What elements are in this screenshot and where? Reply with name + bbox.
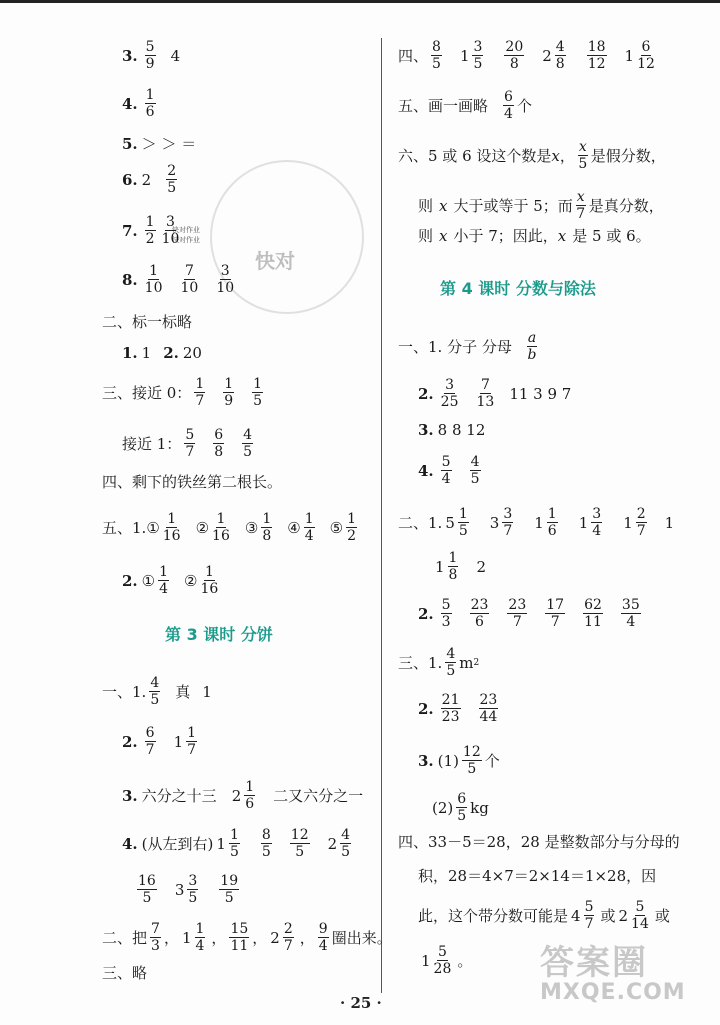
top-rule: [0, 0, 720, 3]
page-number: · 25 ·: [340, 994, 382, 1012]
stamp-text: 快对: [255, 249, 295, 273]
right-section-6-line2: 则 x 大于或等于 5；而 $\frac{x}{7}$ 是真分数，: [418, 189, 664, 222]
tag-a: 快对作业: [172, 226, 200, 234]
answer-left-7: 7. $\frac{1}{2}$ $\frac{3}{10}$: [122, 214, 180, 247]
lesson4-q4-line4: 1 $\frac{5}{28}$ 。: [421, 944, 473, 977]
right-section-6-line1: 六、5 或 6 设这个数是 x ， $\frac{x}{5}$ 是假分数，: [398, 139, 666, 172]
lesson4-q2-1-cont: 1 $\frac{1}{8}$ 2: [435, 550, 487, 583]
lesson4-q4-line1: 四、33－5＝28，28 是整数部分与分母的: [398, 833, 680, 851]
section-4: 四、剩下的铁丝第二根长。: [102, 473, 283, 491]
answer-left-6: 6. 2 $\frac{2}{5}$: [122, 163, 177, 196]
lesson-3-title: 第 3 课时 分饼: [165, 625, 273, 644]
lesson4-q3-3: 3. (1) $\frac{12}{5}$ 个: [418, 744, 500, 777]
column-divider: [381, 38, 382, 993]
lesson4-q1-1: 一、1. 分子 分母 $\frac{a}{b}$: [398, 330, 537, 363]
section-5-q2: 2. ① $\frac{1}{4}$ ② $\frac{1}{16}$: [122, 564, 219, 597]
section-2-answers: 1. 1 2. 20: [122, 344, 202, 362]
section-2-heading: 二、标一标略: [102, 313, 193, 331]
lesson4-q4-line2: 积，28＝4×7＝2×14＝1×28，因: [418, 867, 657, 885]
right-section-6-line3: 则 x 小于 7；因此， x 是 5 或 6。: [418, 227, 651, 245]
lesson3-q1-4-cont: $\frac{16}{5}$ 3 $\frac{3}{5}$ $\frac{19}{5}$: [138, 873, 239, 906]
lesson3-q1-2: 2. $\frac{6}{7}$ 1 $\frac{1}{7}$: [122, 725, 197, 758]
lesson3-q1-1: 一、1. $\frac{4}{5}$ 真 1: [102, 675, 212, 708]
lesson-4-title: 第 4 课时 分数与除法: [440, 279, 596, 298]
lesson3-q2: 二、把 $\frac{7}{3}$ ， 1 $\frac{1}{4}$ ， $\frac{15}{11}$ ， 2 $\frac{2}{7}$ ， $\frac{9}{4}$ 圈出来。: [102, 921, 392, 954]
lesson3-q1-4: 4. (从左到右) 1 $\frac{1}{5}$ $\frac{8}{5}$ $\frac{12}{5}$ 2 $\frac{4}{5}$: [122, 827, 351, 860]
answer-left-5: 5. ＞ ＞ ＝: [122, 135, 197, 153]
tag-b: 快对作业: [172, 236, 200, 244]
answer-left-3: 3. $\frac{5}{9}$ 4: [122, 39, 181, 72]
watermark-bottom: MXQE.COM: [540, 980, 686, 1005]
right-section-5: 五、画一画略 $\frac{6}{4}$ 个: [398, 89, 532, 122]
lesson4-q1-3: 3. 8 8 12: [418, 421, 486, 439]
lesson3-q3: 三、略: [102, 964, 148, 982]
lesson4-q3-3-2: (2) $\frac{6}{5}$ kg: [432, 791, 489, 824]
right-section-4: 四、 $\frac{8}{5}$ 1 $\frac{3}{5}$ $\frac{20}{8}$ 2 $\frac{4}{8}$ $\frac{18}{12}$ 1 $\frac{6}{12}$: [398, 39, 655, 72]
lesson4-q1-4: 4. $\frac{5}{4}$ $\frac{4}{5}$: [418, 454, 480, 487]
answer-left-8: 8. $\frac{1}{10}$ $\frac{7}{10}$ $\frac{3}{10}$: [122, 263, 235, 296]
lesson4-q2-2: 2. $\frac{5}{3}$ $\frac{23}{6}$ $\frac{23}{7}$ $\frac{17}{7}$ $\frac{62}{11}$ $\frac{35}{4}$: [418, 597, 640, 630]
section-5-q1: 五、1. ① $\frac{1}{16}$ ② $\frac{1}{16}$ ③ $\frac{1}{8}$ ④ $\frac{1}{4}$ ⑤ $\frac{1}{2}$: [102, 511, 356, 544]
watermark-top: 答案圈: [540, 943, 648, 983]
section-3-near-zero: 三、接近 0： $\frac{1}{7}$ $\frac{1}{9}$ $\frac{1}{5}$: [102, 376, 263, 409]
site-watermark: [540, 935, 686, 1005]
lesson4-q3-2: 2. $\frac{21}{23}$ $\frac{23}{44}$: [418, 692, 498, 725]
lesson4-q3-1: 三、1. $\frac{4}{5}$ m 2: [398, 646, 480, 679]
lesson4-q2-1: 二、1. 5 $\frac{1}{5}$ 3 $\frac{3}{7}$ 1 $\frac{1}{6}$ 1 $\frac{3}{4}$ 1 $\frac{2}{7}$ 1: [398, 506, 675, 539]
lesson4-q4-line3: 此，这个带分数可能是 4 $\frac{5}{7}$ 或 2 $\frac{5}{14}$ 或: [418, 899, 670, 932]
lesson3-q1-3: 3. 六分之十三 2 $\frac{1}{6}$ 二又六分之一: [122, 779, 364, 812]
section-3-near-one: 接近 1： $\frac{5}{7}$ $\frac{6}{8}$ $\frac{4}{5}$: [122, 427, 253, 460]
answer-left-4: 4. $\frac{1}{6}$: [122, 87, 155, 120]
lesson4-q1-2: 2. $\frac{3}{25}$ $\frac{7}{13}$ 11 3 9 7: [418, 377, 572, 410]
